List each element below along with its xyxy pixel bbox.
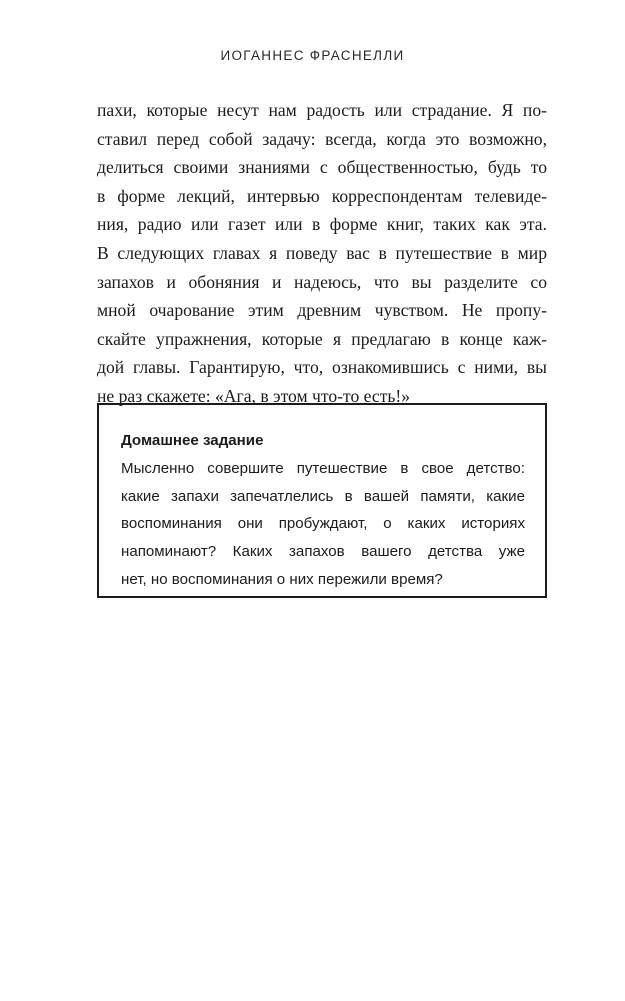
body-line: в форме лекций, интервью корреспондентам телевиде- — [97, 185, 547, 206]
body-line: мной очарование этим древним чувством. Не пропу- — [97, 300, 547, 321]
body-line: пахи, которые несут нам радость или страдание. Я по- — [97, 100, 547, 120]
body-line: ставил перед собой задачу: всегда, когда это возможно, — [97, 128, 547, 149]
body-line: запахов и обоняния и надеюсь, что вы разделите со — [97, 271, 547, 292]
homework-title: Домашнее задание — [121, 432, 264, 449]
homework-line: Мысленно совершите путешествие в свое детство: — [121, 459, 525, 477]
homework-line: напоминают? Каких запахов вашего детства уже — [121, 543, 525, 561]
homework-line: воспоминания они пробуждают, о каких историях — [121, 515, 525, 533]
body-line: скайте упражнения, которые я предлагаю в конце каж- — [97, 328, 547, 349]
homework-line: какие запахи запечатлелись в вашей памяти, какие — [121, 487, 525, 505]
body-paragraph — [97, 96, 547, 411]
homework-line: нет, но воспоминания о них пережили время? — [121, 570, 443, 588]
body-line: дой главы. Гарантирую, что, ознакомившись с ними, вы — [97, 357, 547, 378]
body-line: В следующих главах я поведу вас в путешествие в мир — [97, 242, 547, 263]
body-line: делиться своими знаниями с общественностью, будь то — [97, 157, 547, 178]
homework-box — [97, 403, 547, 598]
body-line: ния, радио или газет или в форме книг, таких как эта. — [97, 214, 547, 235]
running-head: ИОГАННЕС ФРАСНЕЛЛИ — [220, 48, 405, 63]
homework-content — [121, 427, 525, 594]
body-line: не раз скажете: «Ага, в этом что-то есть!» — [97, 385, 411, 406]
